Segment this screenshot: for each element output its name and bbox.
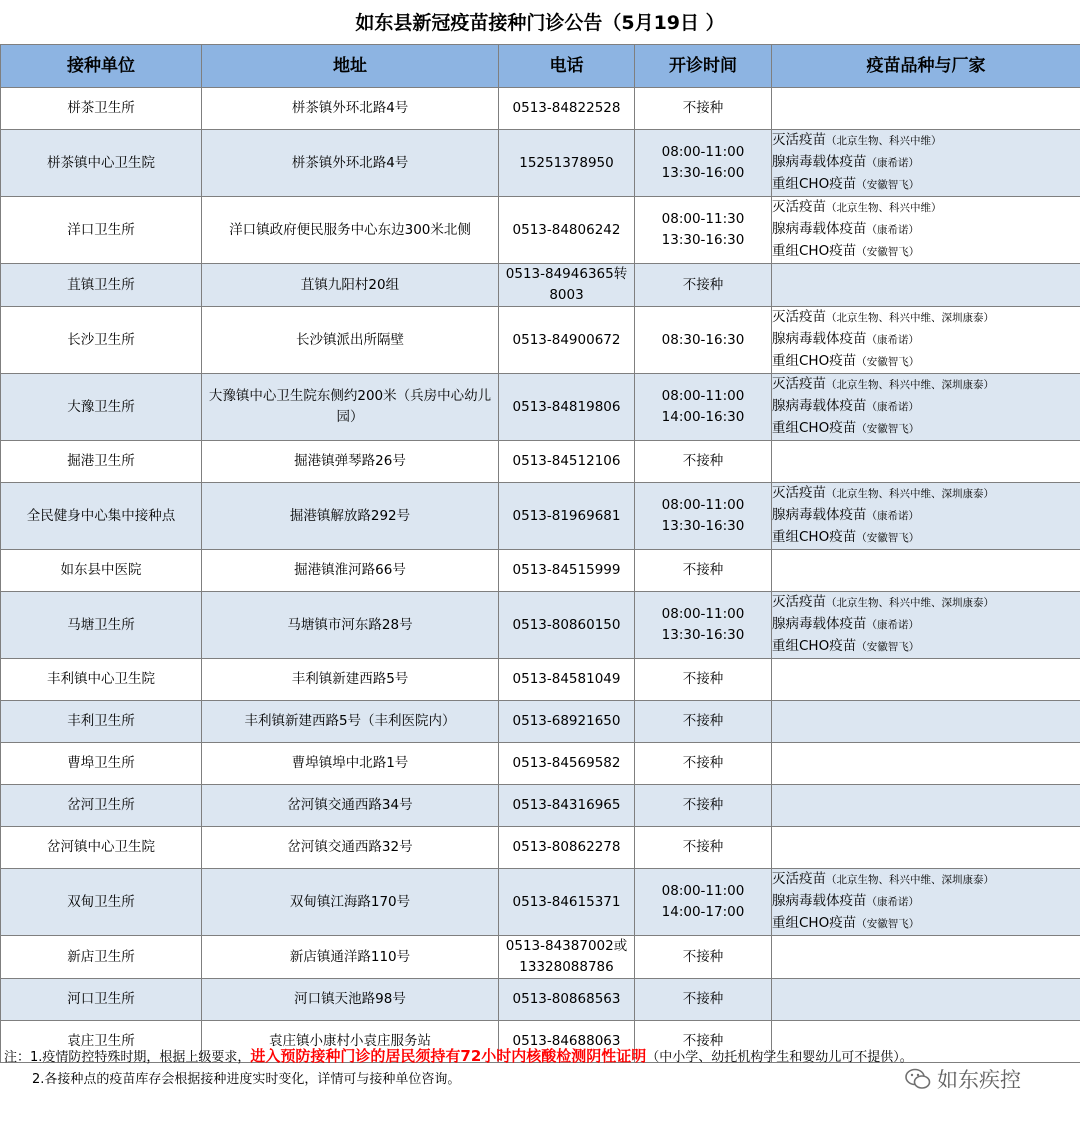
phone-cell: 0513-84806242 <box>499 197 635 264</box>
phone-cell: 0513-84512106 <box>499 441 635 483</box>
hours-line: 13:30-16:30 <box>661 627 745 643</box>
vaccine-name: 灭活疫苗 <box>772 376 826 392</box>
header-vaccines: 疫苗品种与厂家 <box>772 45 1080 88</box>
unit-cell: 长沙卫生所 <box>1 307 202 374</box>
hours-line: 14:00-16:30 <box>661 409 745 425</box>
table-row <box>1 979 1080 1021</box>
unit-cell: 洋口卫生所 <box>1 197 202 264</box>
vaccine-line <box>772 592 1080 614</box>
vaccine-maker: （安徽智飞） <box>856 641 920 653</box>
vaccine-maker: （安徽智飞） <box>856 918 920 930</box>
table-row <box>1 550 1080 592</box>
vaccine-line <box>772 197 1080 219</box>
note-line-2: 2.各接种点的疫苗库存会根据接种进度实时变化，详情可与接种单位咨询。 <box>32 1072 461 1087</box>
hours-cell <box>635 88 772 130</box>
hours-cell <box>635 483 772 550</box>
vaccine-maker: （安徽智飞） <box>856 179 920 191</box>
vaccine-name: 腺病毒载体疫苗 <box>772 398 867 414</box>
hours-line: 13:30-16:30 <box>661 232 745 248</box>
table-row <box>1 659 1080 701</box>
vaccine-line <box>772 329 1080 351</box>
hours-cell <box>635 307 772 374</box>
hours-cell <box>635 701 772 743</box>
hours-cell <box>635 936 772 979</box>
note-1-prefix: 注：1.疫情防控特殊时期，根据上级要求， <box>4 1050 251 1065</box>
unit-cell: 掘港卫生所 <box>1 441 202 483</box>
vaccine-cell <box>772 979 1080 1021</box>
unit-cell: 丰利镇中心卫生院 <box>1 659 202 701</box>
vaccine-line <box>772 219 1080 241</box>
hours-line: 不接种 <box>682 797 724 813</box>
vaccine-line <box>772 396 1080 418</box>
unit-cell: 丰利卫生所 <box>1 701 202 743</box>
header-hours: 开诊时间 <box>635 45 772 88</box>
vaccine-name: 灭活疫苗 <box>772 199 826 215</box>
phone-cell: 0513-84615371 <box>499 869 635 936</box>
vaccine-cell <box>772 307 1080 374</box>
hours-cell <box>635 130 772 197</box>
address-cell: 新店镇通洋路110号 <box>202 936 499 979</box>
table-row <box>1 264 1080 307</box>
vaccine-line <box>772 505 1080 527</box>
vaccine-maker: （北京生物、科兴中维） <box>826 202 942 214</box>
vaccine-line <box>772 374 1080 396</box>
address-cell: 洋口镇政府便民服务中心东边300米北侧 <box>202 197 499 264</box>
phone-cell: 0513-84581049 <box>499 659 635 701</box>
hours-line: 14:00-17:00 <box>661 904 745 920</box>
header-address: 地址 <box>202 45 499 88</box>
vaccine-maker: （康希诺） <box>866 157 919 169</box>
table-row <box>1 785 1080 827</box>
address-cell: 双甸镇江海路170号 <box>202 869 499 936</box>
table-row <box>1 374 1080 441</box>
vaccine-cell <box>772 869 1080 936</box>
vaccine-maker: （北京生物、科兴中维、深圳康泰） <box>826 312 994 324</box>
address-cell: 岔河镇交通西路32号 <box>202 827 499 869</box>
address-cell: 掘港镇弹琴路26号 <box>202 441 499 483</box>
vaccine-maker: （北京生物、科兴中维、深圳康泰） <box>826 874 994 886</box>
unit-cell: 栟茶镇中心卫生院 <box>1 130 202 197</box>
phone-cell: 0513-81969681 <box>499 483 635 550</box>
hours-cell <box>635 197 772 264</box>
vaccine-maker: （安徽智飞） <box>856 356 920 368</box>
vaccine-line <box>772 307 1080 329</box>
brand-name: 如东疾控 <box>937 1068 1021 1092</box>
vaccine-line <box>772 130 1080 152</box>
vaccine-cell <box>772 197 1080 264</box>
header-phone: 电话 <box>499 45 635 88</box>
vaccine-maker: （康希诺） <box>866 896 919 908</box>
vaccine-name: 重组CHO疫苗 <box>772 243 857 259</box>
hours-line: 不接种 <box>682 276 724 293</box>
phone-cell: 15251378950 <box>499 130 635 197</box>
vaccine-cell <box>772 659 1080 701</box>
hours-line: 08:30-16:30 <box>661 331 745 348</box>
address-cell: 袁庄镇小康村小袁庄服务站 <box>202 1021 499 1063</box>
unit-cell: 曹埠卫生所 <box>1 743 202 785</box>
table-row <box>1 130 1080 197</box>
address-cell: 长沙镇派出所隔壁 <box>202 307 499 374</box>
unit-cell: 河口卫生所 <box>1 979 202 1021</box>
phone-cell: 0513-80868563 <box>499 979 635 1021</box>
hours-line: 13:30-16:00 <box>661 165 745 181</box>
table-body <box>1 88 1080 1063</box>
phone-cell: 0513-84946365转8003 <box>499 264 635 307</box>
hours-cell <box>635 659 772 701</box>
vaccine-maker: （安徽智飞） <box>856 246 920 258</box>
vaccine-maker: （北京生物、科兴中维、深圳康泰） <box>826 379 994 391</box>
unit-cell: 新店卫生所 <box>1 936 202 979</box>
vaccine-name: 腺病毒载体疫苗 <box>772 331 867 347</box>
hours-line: 不接种 <box>682 839 724 855</box>
address-cell: 丰利镇新建西路5号 <box>202 659 499 701</box>
hours-line: 08:00-11:30 <box>661 211 745 227</box>
phone-cell: 0513-84822528 <box>499 88 635 130</box>
vaccine-maker: （安徽智飞） <box>856 532 920 544</box>
table-row <box>1 869 1080 936</box>
address-cell: 岔河镇交通西路34号 <box>202 785 499 827</box>
table-row <box>1 936 1080 979</box>
hours-line: 不接种 <box>682 948 724 965</box>
hours-cell <box>635 785 772 827</box>
hours-line: 13:30-16:30 <box>661 518 745 534</box>
vaccine-name: 腺病毒载体疫苗 <box>772 154 867 170</box>
phone-cell: 0513-80862278 <box>499 827 635 869</box>
vaccine-name: 重组CHO疫苗 <box>772 353 857 369</box>
phone-cell: 0513-80860150 <box>499 592 635 659</box>
hours-cell <box>635 743 772 785</box>
address-cell: 掘港镇淮河路66号 <box>202 550 499 592</box>
vaccine-line <box>772 418 1080 440</box>
vaccine-maker: （北京生物、科兴中维） <box>826 135 942 147</box>
phone-cell: 0513-84387002或13328088786 <box>499 936 635 979</box>
vaccine-name: 灭活疫苗 <box>772 485 826 501</box>
hours-cell <box>635 374 772 441</box>
hours-line: 不接种 <box>682 453 724 469</box>
vaccine-cell <box>772 785 1080 827</box>
table-row <box>1 483 1080 550</box>
phone-cell: 0513-84900672 <box>499 307 635 374</box>
unit-cell: 苴镇卫生所 <box>1 264 202 307</box>
hours-line: 08:00-11:00 <box>661 144 745 160</box>
vaccine-maker: （康希诺） <box>866 334 919 346</box>
vaccine-line <box>772 483 1080 505</box>
phone-cell: 0513-84515999 <box>499 550 635 592</box>
vaccine-name: 灭活疫苗 <box>772 871 826 887</box>
vaccine-name: 腺病毒载体疫苗 <box>772 616 867 632</box>
hours-line: 08:00-11:00 <box>661 497 745 513</box>
vaccine-name: 腺病毒载体疫苗 <box>772 507 867 523</box>
address-cell: 栟茶镇外环北路4号 <box>202 130 499 197</box>
clinic-table <box>0 44 1080 1063</box>
address-cell: 苴镇九阳村20组 <box>202 264 499 307</box>
hours-line: 08:00-11:00 <box>661 883 745 899</box>
address-cell: 河口镇天池路98号 <box>202 979 499 1021</box>
hours-cell <box>635 550 772 592</box>
wechat-icon <box>905 1068 931 1090</box>
phone-cell: 0513-84688063 <box>499 1021 635 1063</box>
phone-cell: 0513-84569582 <box>499 743 635 785</box>
vaccine-cell <box>772 743 1080 785</box>
vaccine-name: 重组CHO疫苗 <box>772 176 857 192</box>
table-row <box>1 592 1080 659</box>
hours-cell <box>635 869 772 936</box>
hours-line: 不接种 <box>682 991 724 1007</box>
vaccine-cell <box>772 483 1080 550</box>
vaccine-maker: （康希诺） <box>866 510 919 522</box>
address-cell: 马塘镇市河东路28号 <box>202 592 499 659</box>
note-1-highlight: 进入预防接种门诊的居民须持有72小时内核酸检测阴性证明 <box>250 1047 647 1065</box>
vaccine-name: 腺病毒载体疫苗 <box>772 221 867 237</box>
unit-cell: 双甸卫生所 <box>1 869 202 936</box>
vaccine-line <box>772 241 1080 263</box>
vaccine-maker: （北京生物、科兴中维、深圳康泰） <box>826 597 994 609</box>
address-cell: 曹埠镇埠中北路1号 <box>202 743 499 785</box>
table-row <box>1 743 1080 785</box>
hours-cell <box>635 592 772 659</box>
vaccine-cell <box>772 441 1080 483</box>
vaccine-line <box>772 869 1080 891</box>
vaccine-maker: （康希诺） <box>866 619 919 631</box>
vaccine-cell <box>772 264 1080 307</box>
vaccine-cell <box>772 701 1080 743</box>
hours-cell <box>635 979 772 1021</box>
vaccine-name: 重组CHO疫苗 <box>772 638 857 654</box>
address-cell: 大豫镇中心卫生院东侧约200米（兵房中心幼儿园） <box>202 374 499 441</box>
address-cell: 丰利镇新建西路5号（丰利医院内） <box>202 701 499 743</box>
page-title: 如东县新冠疫苗接种门诊公告（5月19日 ） <box>355 12 725 34</box>
vaccine-line <box>772 174 1080 196</box>
phone-cell: 0513-68921650 <box>499 701 635 743</box>
vaccine-name: 重组CHO疫苗 <box>772 420 857 436</box>
hours-line: 不接种 <box>682 713 724 729</box>
vaccine-cell <box>772 827 1080 869</box>
unit-cell: 岔河镇中心卫生院 <box>1 827 202 869</box>
vaccine-cell <box>772 88 1080 130</box>
hours-line: 08:00-11:00 <box>661 388 745 404</box>
table-row <box>1 307 1080 374</box>
table-row <box>1 441 1080 483</box>
vaccine-line <box>772 351 1080 373</box>
vaccine-line <box>772 527 1080 549</box>
vaccine-cell <box>772 374 1080 441</box>
address-cell: 栟茶镇外环北路4号 <box>202 88 499 130</box>
vaccine-cell <box>772 550 1080 592</box>
vaccine-cell <box>772 936 1080 979</box>
hours-line: 不接种 <box>682 100 724 116</box>
vaccine-line <box>772 614 1080 636</box>
vaccine-maker: （康希诺） <box>866 224 919 236</box>
brand-watermark <box>905 1064 1021 1094</box>
vaccine-name: 重组CHO疫苗 <box>772 529 857 545</box>
table-row <box>1 701 1080 743</box>
hours-cell <box>635 441 772 483</box>
hours-line: 08:00-11:00 <box>661 606 745 622</box>
table-row <box>1 197 1080 264</box>
vaccine-cell <box>772 592 1080 659</box>
unit-cell: 栟茶卫生所 <box>1 88 202 130</box>
unit-cell: 袁庄卫生所 <box>1 1021 202 1063</box>
unit-cell: 马塘卫生所 <box>1 592 202 659</box>
vaccine-name: 灭活疫苗 <box>772 132 826 148</box>
unit-cell: 岔河卫生所 <box>1 785 202 827</box>
header-unit: 接种单位 <box>1 45 202 88</box>
vaccine-line <box>772 152 1080 174</box>
unit-cell: 大豫卫生所 <box>1 374 202 441</box>
vaccine-name: 灭活疫苗 <box>772 309 826 325</box>
phone-cell: 0513-84819806 <box>499 374 635 441</box>
phone-cell: 0513-84316965 <box>499 785 635 827</box>
address-cell: 掘港镇解放路292号 <box>202 483 499 550</box>
unit-cell: 如东县中医院 <box>1 550 202 592</box>
hours-line: 不接种 <box>682 671 724 687</box>
hours-cell <box>635 827 772 869</box>
hours-cell <box>635 264 772 307</box>
vaccine-name: 灭活疫苗 <box>772 594 826 610</box>
table-header-row <box>1 45 1080 88</box>
vaccine-line <box>772 891 1080 913</box>
vaccine-line <box>772 913 1080 935</box>
hours-line: 不接种 <box>682 562 724 578</box>
table-row <box>1 827 1080 869</box>
note-1-suffix: （中小学、幼托机构学生和婴幼儿可不提供）。 <box>646 1050 913 1065</box>
vaccine-name: 腺病毒载体疫苗 <box>772 893 867 909</box>
hours-line: 不接种 <box>682 1033 724 1049</box>
vaccine-maker: （北京生物、科兴中维、深圳康泰） <box>826 488 994 500</box>
hours-line: 不接种 <box>682 755 724 771</box>
vaccine-name: 重组CHO疫苗 <box>772 915 857 931</box>
vaccine-cell <box>772 130 1080 197</box>
unit-cell: 全民健身中心集中接种点 <box>1 483 202 550</box>
vaccine-maker: （康希诺） <box>866 401 919 413</box>
table-row <box>1 88 1080 130</box>
vaccine-line <box>772 636 1080 658</box>
vaccine-maker: （安徽智飞） <box>856 423 920 435</box>
